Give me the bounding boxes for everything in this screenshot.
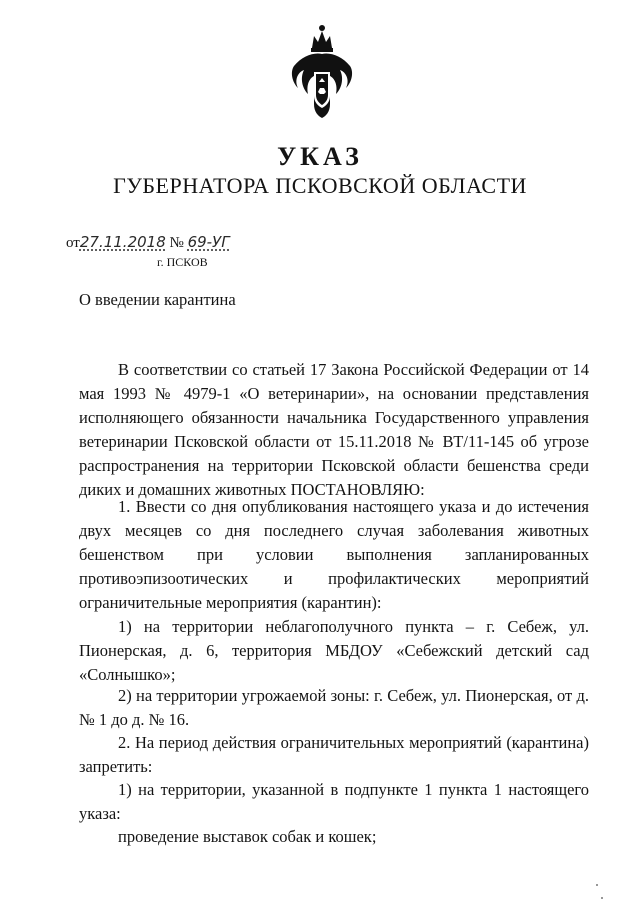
document-subject: О введении карантина (79, 290, 236, 309)
document-title: УКАЗ (277, 142, 363, 171)
paragraph-intro: В соответствии со статьей 17 Закона Российской Федерации от 14 мая 1993 № 4979-1 «О ветеринарии», на основании представления исполняющего обязанности начальника Государственного управления ветеринарии Псковской области от 15.11.2018 № ВТ/11-145 об угрозе распространения на территории Псковской области бешенства среди диких и домашних животных ПОСТАНОВЛЯЮ: (79, 360, 589, 499)
handwritten-number: 69-УГ (187, 233, 230, 251)
paragraph-item-1-1: 1) на территории неблагополучного пункта – г. Себеж, ул. Пионерская, д. 6, территория МБДОУ «Себежский детский сад «Солнышко»; (79, 617, 589, 684)
paragraph-item-2-1: 1) на территории, указанной в подпункте 1 пункта 1 настоящего указа: (79, 780, 589, 823)
paragraph-item-2-1-a: проведение выставок собак и кошек; (118, 827, 377, 846)
pskov-oblast-coat-of-arms-icon (284, 22, 360, 122)
city-label: г. ПСКОВ (157, 255, 208, 269)
handwritten-date: 27.11.2018 (79, 233, 166, 251)
document-subtitle: ГУБЕРНАТОРА ПСКОВСКОЙ ОБЛАСТИ (113, 173, 527, 198)
number-prefix: № (169, 235, 184, 251)
scan-speck (601, 897, 603, 899)
date-prefix: от (66, 235, 80, 251)
date-number-line (66, 233, 230, 252)
paragraph-item-1-2: 2) на территории угрожаемой зоны: г. Себеж, ул. Пионерская, от д. № 1 до д. № 16. (79, 686, 589, 729)
paragraph-item-2: 2. На период действия ограничительных мероприятий (карантина) запретить: (79, 733, 589, 776)
paragraph-item-1: 1. Ввести со дня опубликования настоящего указа и до истечения двух месяцев со дня последнего случая заболевания животных бешенством при условии выполнения запланированных противоэпизоотических и профилактических мероприятий ограничительные мероприятия (карантин): (79, 497, 589, 612)
scan-speck (596, 884, 598, 886)
